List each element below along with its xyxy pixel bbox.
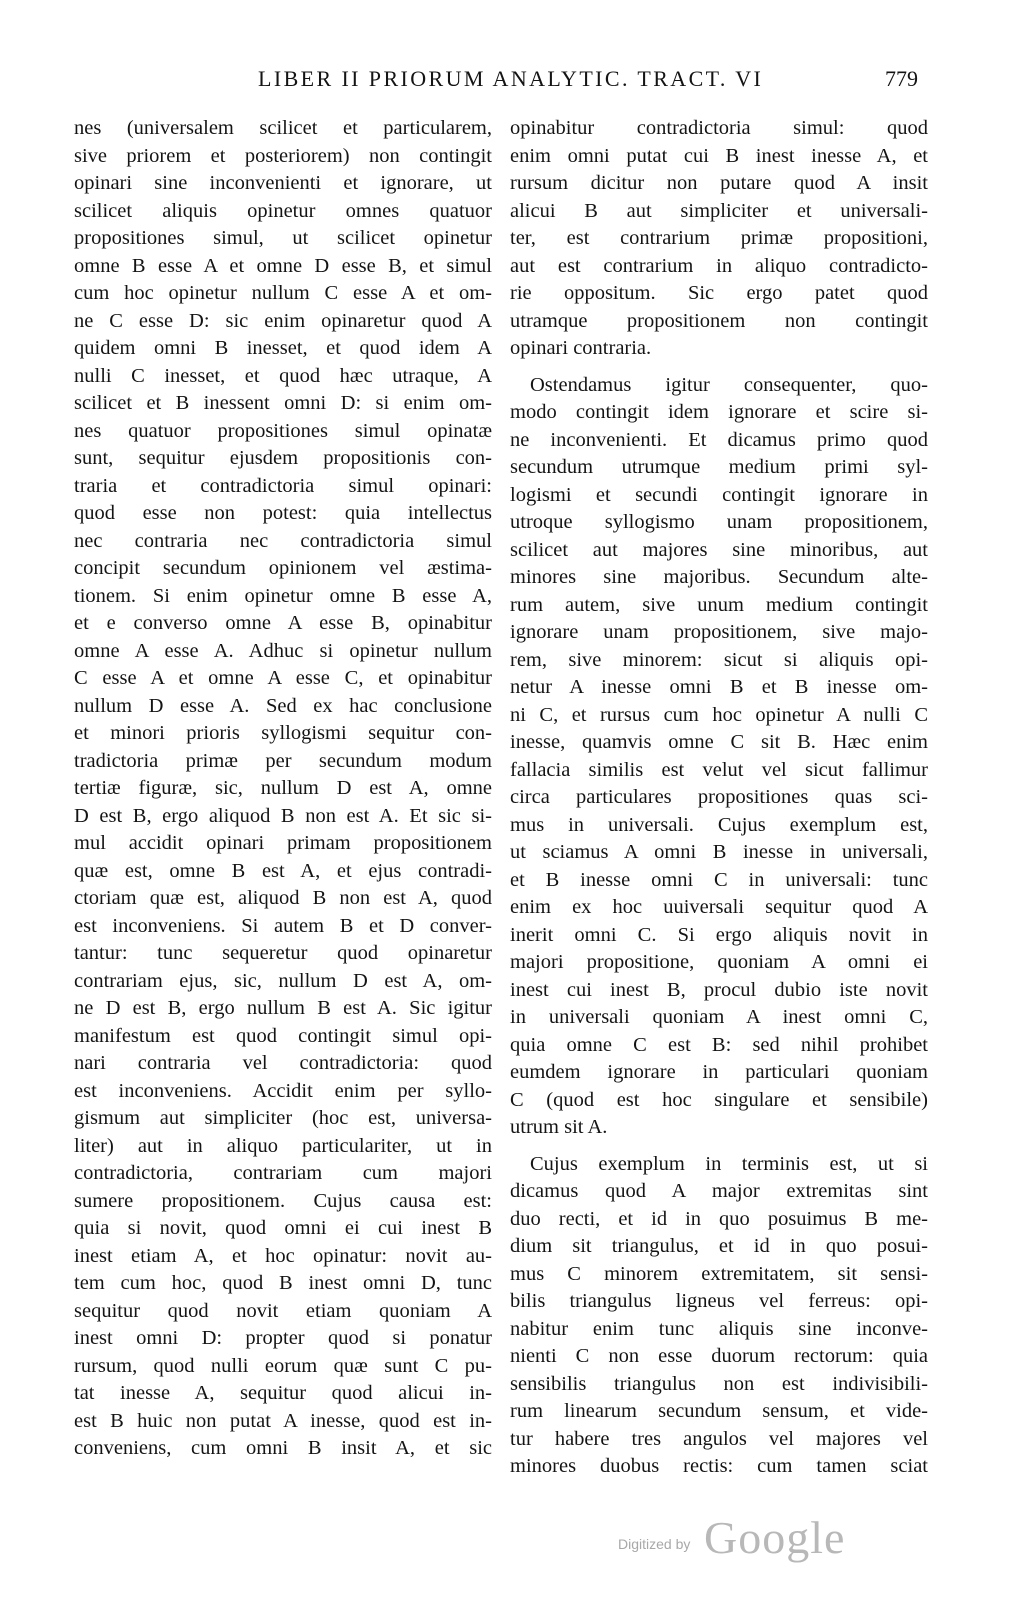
- text-line: tat inesse A, sequitur quod alicui in-: [74, 1382, 492, 1404]
- text-line: nullum D esse A. Sed ex hac conclusione: [74, 694, 492, 717]
- text-line: utrum sit A.: [510, 1116, 608, 1138]
- text-line: minores sine majoribus. Secundum alte-: [510, 566, 928, 588]
- text-line: in universali quoniam A inest omni C,: [510, 1006, 928, 1028]
- text-line: et B inesse omni C in universali: tunc: [510, 868, 928, 891]
- text-line: est B huic non putat A inesse, quod est in-: [74, 1409, 492, 1432]
- left-text-column: [74, 115, 492, 1463]
- text-line: aut est contrarium in aliquo contradicto-: [510, 254, 928, 277]
- paragraph-gap: [510, 363, 928, 372]
- text-line: omne B esse A et omne D esse B, et simul: [74, 254, 492, 277]
- text-line: opinari sine inconvenienti et ignorare, ut: [74, 172, 492, 194]
- text-line: minores duobus rectis: cum tamen sciat: [510, 1455, 928, 1477]
- text-line: liter) aut in aliquo particulariter, ut in: [74, 1134, 492, 1157]
- text-line: scilicet et B inessent omni D: si enim om-: [74, 392, 492, 414]
- text-line: nienti C non esse duorum rectorum: quia: [510, 1345, 928, 1367]
- text-line: tur habere tres angulos vel majores vel: [510, 1427, 928, 1450]
- text-line: sumere propositionem. Cujus causa est:: [74, 1189, 492, 1212]
- text-line: inest cui inest B, procul dubio iste novit: [510, 978, 928, 1001]
- text-line: et minori prioris syllogismi sequitur con-: [74, 722, 492, 744]
- text-line: fallacia similis est velut vel sicut fallimur: [510, 758, 928, 781]
- text-line: scilicet aut majores sine minoribus, aut: [510, 538, 928, 561]
- text-line: tionem. Si enim opinetur omne B esse A,: [74, 584, 492, 607]
- text-line: quia omne C est B: sed nihil prohibet: [510, 1033, 928, 1056]
- text-line: est inconveniens. Accidit enim per syllo-: [74, 1079, 492, 1102]
- text-line: ut sciamus A omni B inesse in universali,: [510, 841, 928, 863]
- digitization-watermark: [618, 1512, 846, 1572]
- text-line: dicamus quod A major extremitas sint: [510, 1180, 928, 1202]
- text-line: gismum aut simpliciter (hoc est, universa-: [74, 1107, 492, 1129]
- text-line: nari contraria vel contradictoria: quod: [74, 1052, 492, 1074]
- text-line: Cujus exemplum in terminis est, ut si: [530, 1152, 928, 1175]
- text-line: nes (universalem scilicet et particularem,: [74, 117, 492, 139]
- running-title: LIBER II PRIORUM ANALYTIC. TRACT. VI: [258, 66, 764, 91]
- text-line: rie oppositum. Sic ergo patet quod: [510, 282, 928, 304]
- text-line: tem cum hoc, quod B inest omni D, tunc: [74, 1272, 492, 1294]
- text-line: tertiæ figuræ, sic, nullum D est A, omne: [74, 777, 492, 799]
- right-text-column: [510, 115, 928, 1481]
- text-line: rursum dicitur non putare quod A insit: [510, 172, 928, 194]
- text-line: logismi et secundi contingit ignorare in: [510, 483, 928, 506]
- text-line: bilis triangulus ligneus vel ferreus: opi-: [510, 1290, 928, 1312]
- text-line: rum autem, sive unum medium contingit: [510, 593, 928, 616]
- text-line: rursum, quod nulli eorum quæ sunt C pu-: [74, 1354, 492, 1377]
- text-line: nabitur enim tunc aliquis sine inconve-: [510, 1317, 928, 1340]
- text-line: ni C, et rursus cum hoc opinetur A nulli C: [510, 703, 928, 726]
- text-line: mul accidit opinari primam propositionem: [74, 832, 492, 854]
- text-line: inerit omni C. Si ergo aliquis novit in: [510, 923, 928, 946]
- text-line: omne A esse A. Adhuc si opinetur nullum: [74, 639, 492, 662]
- text-line: inesse, quamvis omne C sit B. Hæc enim: [510, 731, 928, 753]
- page-number: 779: [885, 66, 918, 91]
- text-line: dium sit triangulus, et id in quo posui-: [510, 1235, 928, 1257]
- text-line: sensibilis triangulus non est indivisibili-: [510, 1372, 928, 1395]
- text-line: conveniens, cum omni B insit A, et sic: [74, 1437, 492, 1459]
- text-line: tradictoria primæ per secundum modum: [74, 749, 492, 772]
- text-line: propositiones simul, ut scilicet opinetur: [74, 227, 492, 249]
- paragraph-gap: [510, 1142, 928, 1151]
- text-line: inest etiam A, et hoc opinatur: novit au-: [74, 1244, 492, 1267]
- text-line: netur A inesse omni B et B inesse om-: [510, 676, 928, 698]
- text-line: duo recti, et id in quo posuimus B me-: [510, 1207, 928, 1230]
- text-line: ne D est B, ergo nullum B est A. Sic igitur: [74, 997, 492, 1019]
- text-line: tantur: tunc sequeretur quod opinaretur: [74, 942, 492, 964]
- text-line: sequitur quod novit etiam quoniam A: [74, 1299, 492, 1322]
- text-line: utramque propositionem non contingit: [510, 309, 928, 332]
- text-line: quod esse non potest: quia intellectus: [74, 502, 492, 524]
- text-line: D est B, ergo aliquod B non est A. Et sic si-: [74, 804, 492, 827]
- text-line: opinari contraria.: [510, 337, 652, 359]
- text-line: ignorare unam propositionem, sive majo-: [510, 621, 928, 643]
- text-line: alicui B aut simpliciter et universali-: [510, 199, 928, 222]
- text-line: manifestum est quod contingit simul opi-: [74, 1024, 492, 1047]
- text-line: mus in universali. Cujus exemplum est,: [510, 813, 928, 836]
- text-line: majori propositione, quoniam A omni ei: [510, 951, 928, 973]
- text-line: sunt, sequitur ejusdem propositionis con-: [74, 447, 492, 469]
- text-line: modo contingit idem ignorare et scire si-: [510, 401, 928, 423]
- text-line: contrariam ejus, sic, nullum D est A, om-: [74, 969, 492, 992]
- text-line: eumdem ignorare in particulari quoniam: [510, 1061, 928, 1083]
- text-line: circa particulares propositiones quas sci-: [510, 786, 928, 808]
- text-line: traria et contradictoria simul opinari:: [74, 474, 492, 497]
- text-line: enim omni putat cui B inest inesse A, et: [510, 144, 928, 167]
- text-line: contradictoria, contrariam cum majori: [74, 1162, 492, 1184]
- text-line: rum linearum secundum sensum, et vide-: [510, 1400, 928, 1422]
- text-line: ctoriam quæ est, aliquod B non est A, quod: [74, 887, 492, 909]
- text-line: enim ex hoc uuiversali sequitur quod A: [510, 896, 928, 918]
- text-line: quæ est, omne B est A, et ejus contradi-: [74, 859, 492, 882]
- text-line: C esse A et omne A esse C, et opinabitur: [74, 667, 492, 689]
- text-line: rem, sive minorem: sicut si aliquis opi-: [510, 648, 928, 671]
- text-line: opinabitur contradictoria simul: quod: [510, 117, 928, 139]
- text-line: mus C minorem extremitatem, sit sensi-: [510, 1262, 928, 1285]
- text-line: concipit secundum opinionem vel æstima-: [74, 557, 492, 579]
- text-line: sive priorem et posteriorem) non contingit: [74, 144, 492, 167]
- text-line: ne C esse D: sic enim opinaretur quod A: [74, 309, 492, 332]
- google-logo: Google: [704, 1512, 846, 1563]
- text-line: secundum utrumque medium primi syl-: [510, 456, 928, 478]
- text-line: quidem omni B inesset, et quod idem A: [74, 337, 492, 359]
- text-line: nulli C inesset, et quod hæc utraque, A: [74, 364, 492, 387]
- watermark-prefix: Digitized by: [618, 1536, 691, 1552]
- text-line: nes quatuor propositiones simul opinatæ: [74, 419, 492, 442]
- text-line: nec contraria nec contradictoria simul: [74, 529, 492, 552]
- text-line: quia si novit, quod omni ei cui inest B: [74, 1217, 492, 1239]
- text-line: utroque syllogismo unam propositionem,: [510, 511, 928, 533]
- text-line: scilicet aliquis opinetur omnes quatuor: [74, 199, 492, 222]
- text-line: est inconveniens. Si autem B et D conver-: [74, 914, 492, 937]
- text-line: inest omni D: propter quod si ponatur: [74, 1327, 492, 1349]
- text-line: C (quod est hoc singulare et sensibile): [510, 1088, 928, 1111]
- text-line: ter, est contrarium primæ propositioni,: [510, 227, 928, 249]
- text-line: cum hoc opinetur nullum C esse A et om-: [74, 282, 492, 304]
- text-line: et e converso omne A esse B, opinabitur: [74, 612, 492, 634]
- text-line: ne inconvenienti. Et dicamus primo quod: [510, 428, 928, 451]
- text-line: Ostendamus igitur consequenter, quo-: [530, 373, 928, 396]
